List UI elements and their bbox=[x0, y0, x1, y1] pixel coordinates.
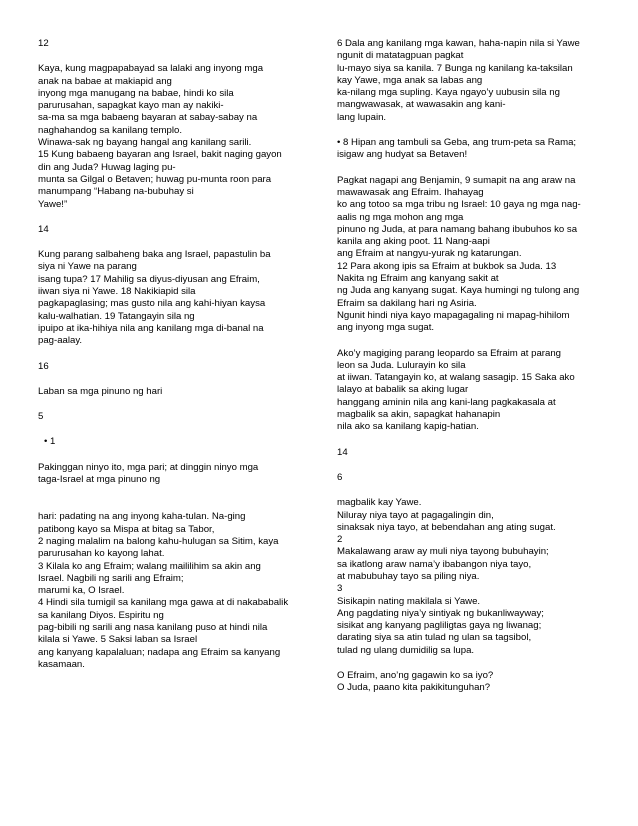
text-line: 2 naging malalim na balong kahu-hulugan sa Sitim, kaya bbox=[38, 535, 279, 547]
text-line: 6 bbox=[337, 471, 343, 483]
text-line: 2 bbox=[337, 534, 343, 546]
text-line: 5 bbox=[38, 411, 44, 423]
text-block bbox=[38, 249, 313, 347]
text-line: kalu-walhatian. 19 Tatangayin sila ng bbox=[38, 310, 195, 322]
right-column bbox=[337, 38, 607, 708]
text-line: O Juda, paano kita pakikitunguhan? bbox=[337, 682, 491, 694]
text-line: at iiwan. Tatangayin ko, at walang sasagip. 15 Saka ako bbox=[337, 372, 575, 384]
text-line: • 1 bbox=[44, 436, 56, 448]
text-line: munta sa Gilgal o Betaven; huwag pu-munta roon para bbox=[38, 173, 272, 185]
text-block bbox=[337, 472, 607, 484]
text-line: sisikat ang kanyang pagliligtas gaya ng liwanag; bbox=[337, 620, 542, 632]
text-line: isang tupa? 17 Mahilig sa diyus-diyusan ang Efraim, bbox=[38, 273, 260, 285]
text-line: Sisikapin nating makilala si Yawe. bbox=[337, 595, 481, 607]
text-line: Kung parang salbaheng baka ang Israel, papastulin ba bbox=[38, 249, 271, 261]
text-line: Ang pagdating niya’y sintiyak ng bukanliwayway; bbox=[337, 607, 544, 619]
text-block bbox=[38, 386, 313, 398]
text-line: 16 bbox=[38, 360, 49, 372]
text-line: 12 Para akong ipis sa Efraim at bukbok sa Juda. 13 bbox=[337, 260, 557, 272]
text-block bbox=[38, 436, 313, 448]
text-line: pag-bibili ng sarili ang nasa kanilang puso at hindi nila bbox=[38, 621, 268, 633]
text-line: sa kanilang Diyos. Espiritu ng bbox=[38, 609, 164, 621]
text-line: Kaya, kung magpapabayad sa lalaki ang inyong mga bbox=[38, 63, 264, 75]
text-line: darating siya sa atin tulad ng ulan sa tagsibol, bbox=[337, 632, 532, 644]
text-line: siya ni Yawe na parang bbox=[38, 261, 137, 273]
text-line: din ang Juda? Huwag laging pu- bbox=[38, 161, 176, 173]
text-line: parurusahan ko kayong lahat. bbox=[38, 548, 165, 560]
text-line: pag-aalay. bbox=[38, 335, 83, 347]
text-block bbox=[38, 462, 313, 487]
text-block bbox=[38, 511, 313, 671]
text-line: Makalawang araw ay muli niya tayong bubuhayin; bbox=[337, 546, 549, 558]
text-line: magbalik sa akin, sapagkat hahanapin bbox=[337, 409, 501, 421]
text-line: Nakita ng Efraim ang kanyang sakit at bbox=[337, 273, 499, 285]
text-line: mawawasak ang Efraim. Ihahayag bbox=[337, 186, 484, 198]
text-line: 15 Kung babaeng bayaran ang Israel, bakit naging gayon bbox=[38, 149, 282, 161]
text-line: mangwawasak, at wawasakin ang kani- bbox=[337, 99, 506, 111]
text-line: ng Juda ang kanyang sugat. Kaya humingi ng tulong ang bbox=[337, 285, 580, 297]
text-line: Ngunit hindi niya kayo mapagagaling ni mapag-hihilom bbox=[337, 309, 570, 321]
text-line: kilala si Yawe. 5 Saksi laban sa Israel bbox=[38, 634, 198, 646]
text-line: kay Yawe, mga anak sa labas ang bbox=[337, 74, 483, 86]
text-block bbox=[337, 137, 607, 162]
text-line: • 8 Hipan ang tambuli sa Geba, ang trum-peta sa Rama; bbox=[337, 137, 577, 149]
text-line: marumi ka, O Israel. bbox=[38, 585, 125, 597]
text-line: Laban sa mga pinuno ng hari bbox=[38, 385, 163, 397]
text-line: leon sa Juda. Lulurayin ko sila bbox=[337, 359, 466, 371]
text-line: ngunit di matatagpuan pagkat bbox=[337, 50, 464, 62]
text-block bbox=[38, 361, 313, 373]
text-line: lu-mayo siya sa kanila. 7 Bunga ng kanilang ka-taksilan bbox=[337, 62, 573, 74]
text-line: 3 bbox=[337, 583, 343, 595]
text-line: patibong kayo sa Mispa at bitag sa Tabor, bbox=[38, 523, 215, 535]
text-line: ko ang totoo sa mga tribu ng Israel: 10 gaya ng mga nag- bbox=[337, 199, 581, 211]
text-line: Israel. Nagbili ng sarili ang Efraim; bbox=[38, 572, 184, 584]
text-line: Niluray niya tayo at pagagalingin din, bbox=[337, 509, 494, 521]
text-block bbox=[38, 63, 313, 211]
text-line: inyong mga manugang na babae, hindi ko sila bbox=[38, 87, 234, 99]
left-column bbox=[38, 38, 313, 684]
text-line: O Efraim, ano’ng gagawin ko sa iyo? bbox=[337, 670, 494, 682]
text-line: aalis ng mga mohon ang mga bbox=[337, 211, 464, 223]
text-line: at mabubuhay tayo sa piling niya. bbox=[337, 570, 480, 582]
text-line: ipuipo at ika-hihiya nila ang kanilang mga di-banal na bbox=[38, 322, 264, 334]
text-line: sinaksak niya tayo, at bebendahan ang ating sugat. bbox=[337, 521, 556, 533]
text-line: 6 Dala ang kanilang mga kawan, haha-napin nila si Yawe bbox=[337, 38, 580, 49]
text-line: lang lupain. bbox=[337, 111, 387, 123]
text-line: Pakinggan ninyo ito, mga pari; at dinggin ninyo mga bbox=[38, 461, 259, 473]
text-line: hanggang aminin nila ang kani-lang pagkakasala at bbox=[337, 396, 556, 408]
text-line: Ako’y magiging parang leopardo sa Efraim at parang bbox=[337, 347, 561, 359]
text-line: ang Efraim at nangyu-yurak ng katarungan. bbox=[337, 248, 522, 260]
text-line: isigaw ang hudyat sa Betaven! bbox=[337, 149, 468, 161]
text-block bbox=[337, 348, 607, 434]
text-line: nila ako sa kanilang kapig-hatian. bbox=[337, 421, 479, 433]
text-line: hari: padating na ang inyong kaha-tulan. Na-ging bbox=[38, 511, 246, 523]
text-line: manumpang “Habang na-bubuhay si bbox=[38, 186, 194, 198]
text-line: ang kanyang kapalaluan; nadapa ang Efraim sa kanyang bbox=[38, 646, 281, 658]
text-line: tulad ng ulang dumidilig sa lupa. bbox=[337, 644, 475, 656]
text-line: Winawa-sak ng bayang hangal ang kanilang sarili. bbox=[38, 137, 252, 149]
text-block bbox=[337, 38, 607, 124]
text-line: Pagkat nagapi ang Benjamin, 9 sumapit na ang araw na bbox=[337, 174, 576, 186]
text-line: naghahandog sa kanilang templo. bbox=[38, 124, 183, 136]
text-block bbox=[38, 38, 313, 50]
text-line: pinuno ng Juda, at para namang bahang ibubuhos ko sa bbox=[337, 223, 578, 235]
text-line: 14 bbox=[337, 446, 348, 458]
text-block bbox=[337, 175, 607, 335]
text-line: 12 bbox=[38, 38, 49, 49]
text-block bbox=[337, 447, 607, 459]
text-line: anak na babae at makiapid ang bbox=[38, 75, 172, 87]
text-line: Yawe!” bbox=[38, 198, 68, 210]
text-line: iiwan siya ni Yawe. 18 Nakikiapid sila bbox=[38, 286, 196, 298]
text-line: 4 Hindi sila tumigil sa kanilang mga gawa at di nakababalik bbox=[38, 597, 289, 609]
text-line: ang inyong mga sugat. bbox=[337, 322, 435, 334]
text-line: kanila ang aking poot. 11 Nang-aapi bbox=[337, 236, 490, 248]
text-line: Efraim sa dakilang hari ng Asiria. bbox=[337, 297, 477, 309]
text-line: taga-Israel at mga pinuno ng bbox=[38, 474, 161, 486]
text-block bbox=[337, 497, 607, 657]
text-block bbox=[38, 411, 313, 423]
text-line: 14 bbox=[38, 223, 49, 235]
text-line: sa ikatlong araw nama’y ibabangon niya tayo, bbox=[337, 558, 532, 570]
text-block bbox=[38, 224, 313, 236]
text-line: sa-ma sa mga babaeng bayaran at sabay-sabay na bbox=[38, 112, 258, 124]
text-line: lalayo at babalik sa aking lugar bbox=[337, 384, 469, 396]
text-line: pagkapaglasing; mas gusto nila ang kahi-hiyan kaysa bbox=[38, 298, 266, 310]
text-line: kasamaan. bbox=[38, 658, 85, 670]
text-line: parurusahan, sapagkat kayo man ay nakiki- bbox=[38, 100, 224, 112]
text-line: magbalik kay Yawe. bbox=[337, 497, 422, 509]
text-line: ka-nilang mga supling. Kaya ngayo’y uubusin sila ng bbox=[337, 87, 560, 99]
text-block bbox=[337, 670, 607, 695]
text-line: 3 Kilala ko ang Efraim; walang maililihim sa akin ang bbox=[38, 560, 261, 572]
